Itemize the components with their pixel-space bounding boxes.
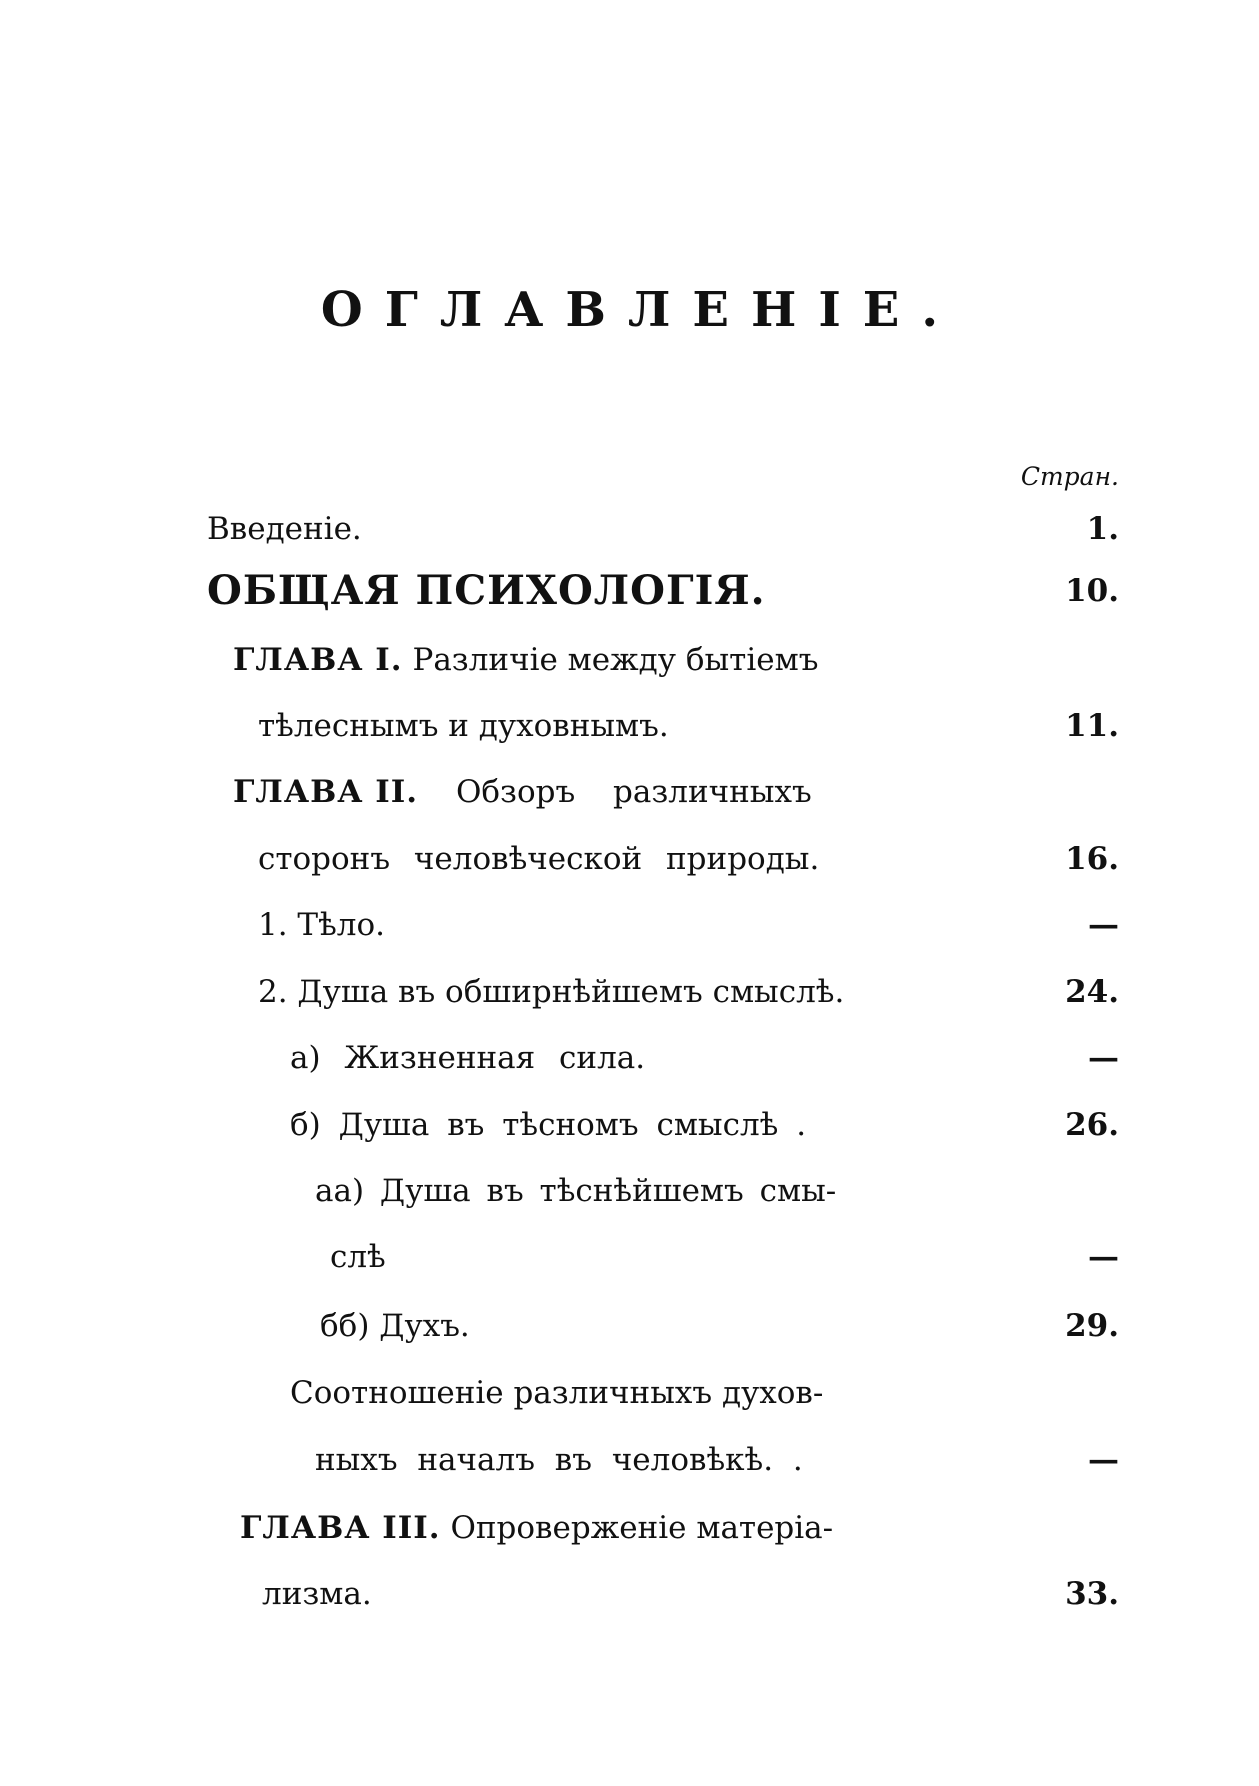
toc-entry-page: 29. <box>1065 1308 1119 1344</box>
toc-entry <box>290 1030 1119 1086</box>
toc-entry <box>207 501 1119 557</box>
toc-entry-text: а) Жизненная сила. <box>290 1040 646 1076</box>
toc-entry-page: 11. <box>1065 708 1119 744</box>
toc-entry-text: ОБЩАЯ ПСИХОЛОГІЯ. <box>207 567 766 614</box>
toc-entry-text <box>233 632 818 688</box>
toc-entry <box>258 964 1119 1020</box>
toc-entry <box>290 1365 1119 1421</box>
toc-entry-page: — <box>1088 1239 1119 1275</box>
toc-entry-text: Соотношеніе различныхъ духов- <box>290 1375 824 1411</box>
toc-entry-text: тѣлеснымъ и духовнымъ. <box>258 708 669 744</box>
chapter-title: Обзоръ различныхъ <box>455 774 812 810</box>
toc-entry-text: ныхъ началъ въ человѣкѣ. . <box>315 1442 803 1478</box>
toc-entry-page: 26. <box>1065 1107 1119 1143</box>
toc-entry-page: 10. <box>1065 573 1119 609</box>
toc-entry <box>262 1566 1119 1622</box>
toc-entry-text: слѣ <box>330 1239 386 1275</box>
toc-entry <box>233 764 1119 820</box>
toc-entry <box>233 632 1119 688</box>
toc-entry-text: 2. Душа въ обширнѣйшемъ смыслѣ. <box>258 974 845 1010</box>
toc-entry <box>258 831 1119 887</box>
toc-entry <box>207 563 1119 619</box>
toc-entry-text: б) Душа въ тѣсномъ смыслѣ . <box>290 1107 807 1143</box>
column-header-pages: Стран. <box>1020 462 1119 491</box>
toc-entry <box>258 698 1119 754</box>
toc-entry-page: 1. <box>1086 511 1119 547</box>
chapter-title: Различіе между бытіемъ <box>412 642 819 678</box>
toc-entry-text: сторонъ человѣческой природы. <box>258 841 820 877</box>
toc-entry-page: 24. <box>1065 974 1119 1010</box>
toc-entry <box>290 1097 1119 1153</box>
chapter-label: ГЛАВА II. <box>233 774 419 810</box>
toc-entry-page: 33. <box>1065 1576 1119 1612</box>
toc-entry <box>330 1229 1119 1285</box>
toc-entry-text <box>233 764 812 820</box>
page-title: ОГЛАВЛЕНІЕ. <box>320 282 961 338</box>
toc-entry-text: 1. Тѣло. <box>258 907 386 943</box>
chapter-title: Опроверженіе матеріа- <box>450 1510 834 1546</box>
toc-entry-page: — <box>1088 1040 1119 1076</box>
toc-entry-text: Введеніе. <box>207 511 362 547</box>
toc-entry-text: бб) Духъ. <box>320 1308 470 1344</box>
toc-entry-text: аа) Душа въ тѣснѣйшемъ смы- <box>315 1173 837 1209</box>
toc-entry <box>320 1298 1119 1354</box>
toc-entry-text <box>240 1500 833 1556</box>
toc-entry-text: лизма. <box>262 1576 372 1612</box>
toc-entry-page: 16. <box>1065 841 1119 877</box>
toc-entry <box>315 1432 1119 1488</box>
toc-entry-page: — <box>1088 907 1119 943</box>
toc-entry-page: — <box>1088 1442 1119 1478</box>
chapter-label: ГЛАВА I. <box>233 642 403 678</box>
toc-entry <box>240 1500 1119 1556</box>
toc-entry <box>258 897 1119 953</box>
chapter-label: ГЛАВА III. <box>240 1510 441 1546</box>
toc-entry <box>315 1163 1119 1219</box>
